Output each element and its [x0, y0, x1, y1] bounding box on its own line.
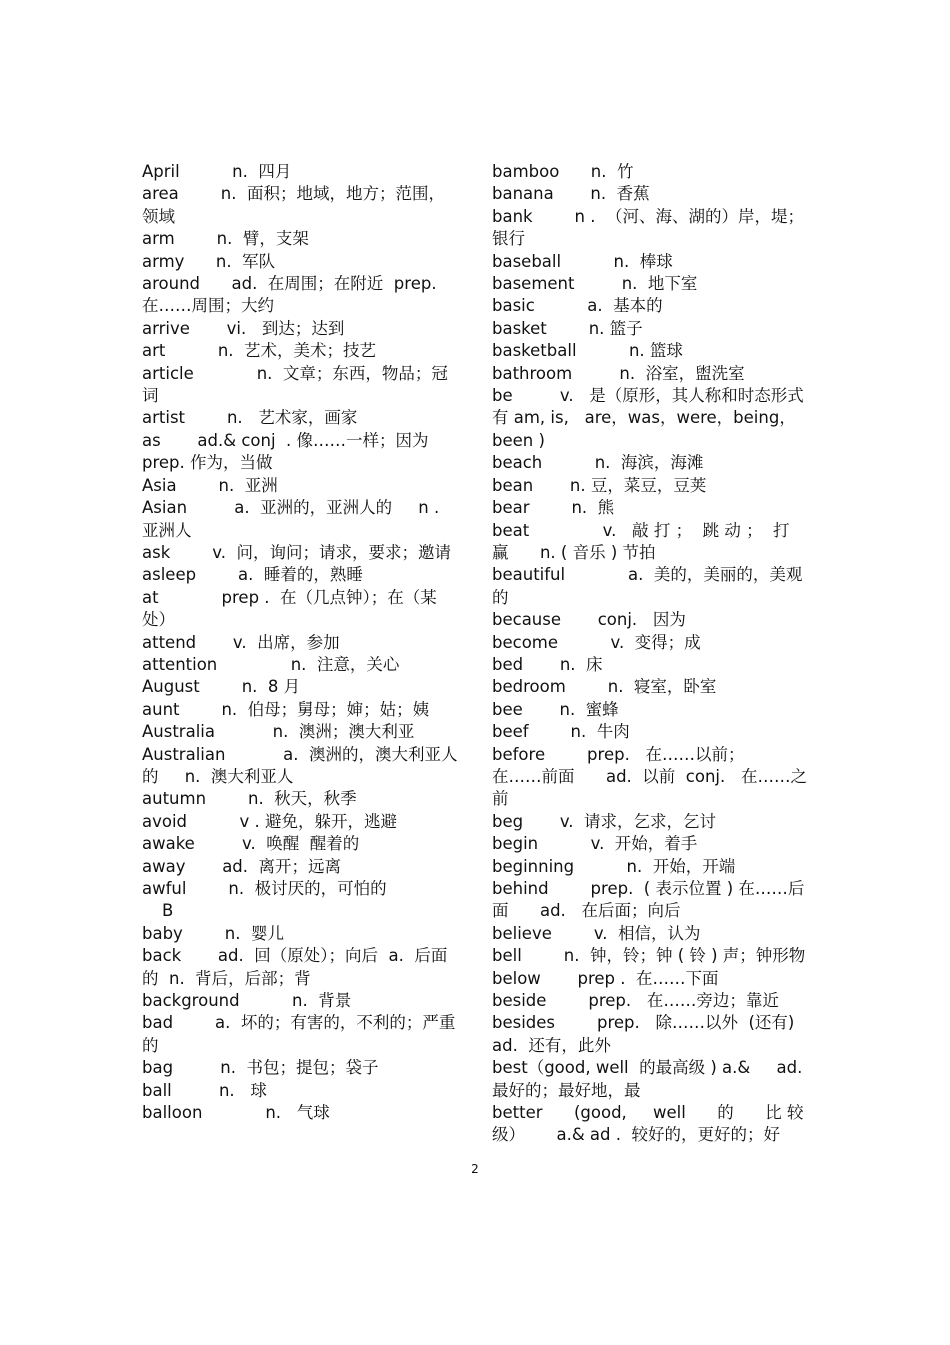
entry-basket: basket n. 篮子	[492, 318, 643, 338]
entry-artist: artist n. 艺术家，画家	[142, 408, 358, 428]
entry-arrive: arrive vi. 到达；达到	[142, 318, 345, 338]
entry-around: around ad. 在周围；在附近 prep. 在……周围；大约	[142, 274, 442, 316]
entry-because: because conj. 因为	[492, 610, 686, 630]
entry-back: back ad. 回（原处）；向后 a. 后面的 n. 背后，后部；背	[142, 946, 448, 988]
entry-bean: bean n. 豆，菜豆，豆荚	[492, 475, 707, 495]
entry-asleep: asleep a. 睡着的，熟睡	[142, 565, 363, 585]
entry-aunt: aunt n. 伯母；舅母；婶；姑；姨	[142, 699, 430, 719]
entry-besides: besides prep. 除……以外 (还有) ad. 还有，此外	[492, 1013, 805, 1055]
entry-balloon: balloon n. 气球	[142, 1103, 330, 1123]
entry-below: below prep . 在……下面	[492, 968, 719, 988]
entry-area: area n. 面积；地域，地方；范围，领域	[142, 184, 445, 226]
entry-baby: baby n. 婴儿	[142, 923, 284, 943]
entry-bathroom: bathroom n. 浴室，盥洗室	[492, 363, 745, 383]
entry-away: away ad. 离开；远离	[142, 856, 342, 876]
left-column	[142, 161, 460, 1124]
entry-army: army n. 军队	[142, 251, 276, 271]
entry-autumn: autumn n. 秋天，秋季	[142, 789, 357, 809]
entry-bag: bag n. 书包；提包；袋子	[142, 1058, 379, 1078]
entry-bedroom: bedroom n. 寝室，卧室	[492, 677, 717, 697]
page-number: 2	[471, 1162, 479, 1176]
entry-be: be v. 是（原形，其人称和时态形式有 am, is, are，was，were，being，been )	[492, 386, 804, 450]
entry-beg: beg v. 请求，乞求，乞讨	[492, 811, 717, 831]
entry-beach: beach n. 海滨，海滩	[492, 453, 704, 473]
entry-best: best（good, well 的最高级 ) a.& ad. 最好的；最好地，最	[492, 1058, 813, 1100]
entry-beginning: beginning n. 开始，开端	[492, 856, 736, 876]
entry-begin: begin v. 开始，着手	[492, 834, 698, 854]
entry-attention: attention n. 注意，关心	[142, 654, 400, 674]
entry-asia: Asia n. 亚洲	[142, 475, 278, 495]
entry-bee: bee n. 蜜蜂	[492, 699, 619, 719]
entry-attend: attend v. 出席，参加	[142, 632, 340, 652]
entry-asian: Asian a. 亚洲的，亚洲人的 n . 亚洲人	[142, 498, 445, 540]
entry-bell: bell n. 钟，铃；钟 ( 铃 ) 声；钟形物	[492, 946, 806, 966]
entry-as: as ad.& conj . 像……一样；因为 prep. 作为，当做	[142, 430, 434, 473]
entry-bed: bed n. 床	[492, 654, 603, 674]
entry-at: at prep . 在（几点钟）；在（某处）	[142, 587, 437, 630]
entry-beautiful: beautiful a. 美的，美丽的，美观的	[492, 565, 803, 607]
entry-baseball: baseball n. 棒球	[492, 251, 673, 271]
entry-bank: bank n . （河、海、湖的）岸，堤；银行	[492, 206, 804, 249]
entry-basketball: basketball n. 篮球	[492, 341, 683, 361]
entry-before: before prep. 在……以前； 在……前面 ad. 以前 conj. 在……之前	[492, 744, 807, 809]
entry-bad: bad a. 坏的；有害的，不利的；严重的	[142, 1013, 456, 1055]
entry-arm: arm n. 臂，支架	[142, 229, 309, 249]
entry-beside: beside prep. 在……旁边；靠近	[492, 991, 779, 1011]
entry-bear: bear n. 熊	[492, 498, 615, 518]
entry-awful: awful n. 极讨厌的，可怕的	[142, 879, 387, 898]
entry-beef: beef n. 牛肉	[492, 722, 630, 742]
entry-ask: ask v. 问，询问；请求，要求；邀请	[142, 542, 451, 562]
entry-australian: Australian a. 澳洲的，澳大利亚人的 n. 澳大利亚人	[142, 744, 458, 786]
entry-better: better (good, well 的 比 较 级） a.& ad . 较好的，更好的；好	[492, 1103, 809, 1145]
entry-basic: basic a. 基本的	[492, 296, 663, 316]
entry-behind: behind prep. ( 表示位置 ) 在……后面 ad. 在后面；向后	[492, 879, 805, 921]
entry-basement: basement n. 地下室	[492, 274, 698, 294]
entry-avoid: avoid v . 避免，躲开，逃避	[142, 811, 397, 831]
entry-bamboo: bamboo n. 竹	[492, 162, 634, 181]
entry-art: art n. 艺术，美术；技艺	[142, 341, 377, 361]
entry-article: article n. 文章；东西，物品；冠词	[142, 363, 448, 406]
right-column	[492, 161, 813, 1147]
entry-become: become v. 变得；成	[492, 632, 701, 652]
entry-australia: Australia n. 澳洲；澳大利亚	[142, 722, 415, 742]
entry-august: August n. 8 月	[142, 677, 301, 697]
entry-april: April n. 四月	[142, 162, 292, 181]
entry-awake: awake v. 唤醒 醒着的	[142, 834, 360, 854]
entry-believe: believe v. 相信，认为	[492, 923, 701, 943]
entry-background: background n. 背景	[142, 991, 352, 1011]
entry-ball: ball n. 球	[142, 1080, 267, 1100]
entry-banana: banana n. 香蕉	[492, 184, 650, 204]
entry-beat: beat v. 敲 打 ； 跳 动 ； 打 赢 n. ( 音乐 ) 节拍	[492, 520, 795, 562]
section-heading-b: B	[162, 901, 174, 921]
